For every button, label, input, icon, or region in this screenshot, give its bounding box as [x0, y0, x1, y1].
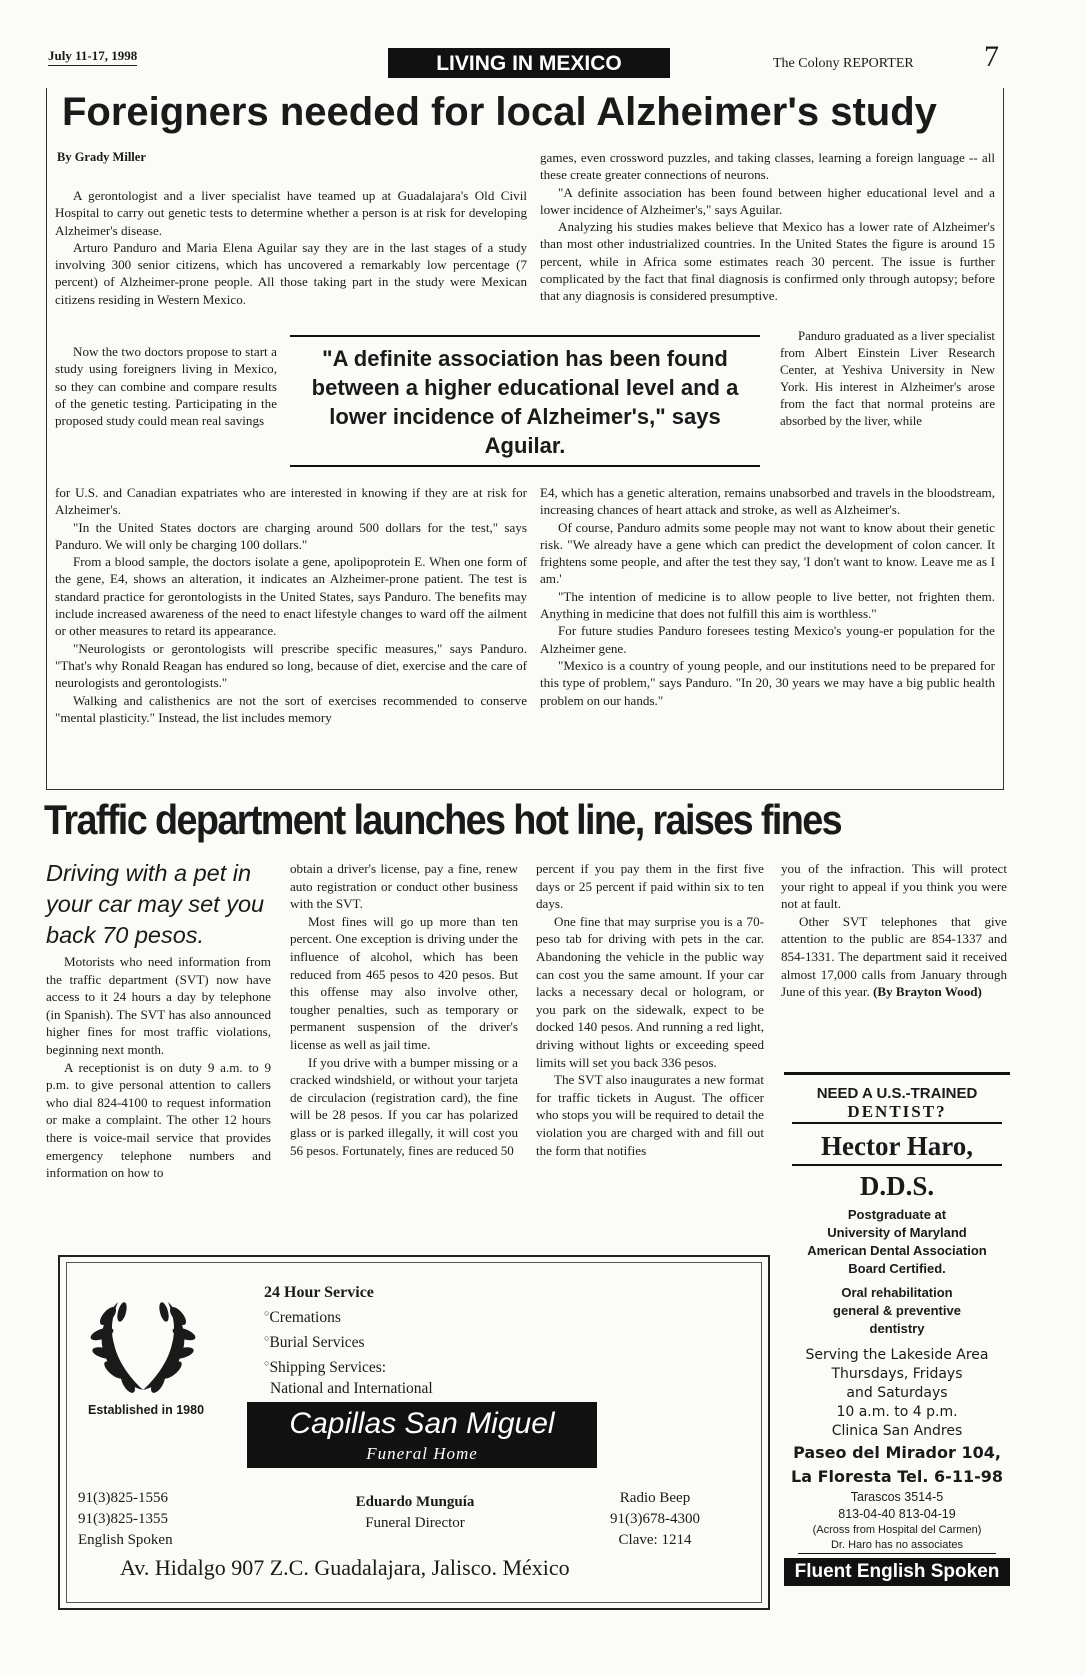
dentist-ad-need: NEED A U.S.-TRAINED	[816, 1085, 978, 1102]
dentist-ad-clinic: Clinica San Andres	[831, 1423, 963, 1439]
dentist-ad-fluent: Fluent English Spoken	[784, 1558, 1010, 1586]
funeral-ad-banner	[247, 1402, 597, 1468]
article-traffic-col-2	[290, 860, 518, 1159]
paragraph: percent if you pay them in the first five days or 25 percent if paid within six to ten days.	[536, 861, 764, 912]
funeral-ad-english: English Spoken	[78, 1532, 173, 1548]
dentist-ad-days-2: and Saturdays	[846, 1385, 948, 1401]
paragraph: "In the United States doctors are charging around 500 dollars for the test," says Panduro. We will only be charging 100 dollars."	[55, 519, 527, 552]
article-alzheimers-right-mid	[780, 328, 995, 430]
dentist-ad-phones: 813-04-40 813-04-19	[838, 1507, 956, 1521]
funeral-ad-director-name: Eduardo Munguía	[355, 1494, 475, 1510]
dentist-ad-postgrad: Postgraduate at	[847, 1207, 947, 1222]
funeral-ad-service-label: Shipping Services:	[269, 1359, 387, 1377]
paragraph: Motorists who need information from the traffic department (SVT) now have access to it 24 hours a day by telephone (in Spanish). The SVT has also announced higher fines for most traffic violations, beginning next month.	[46, 954, 271, 1057]
dentist-ad-question: DENTIST?	[792, 1102, 1002, 1124]
article-traffic-col-1	[46, 953, 271, 1182]
article-alzheimers-right-top	[540, 149, 995, 305]
funeral-ad-service-head: 24 Hour Service	[264, 1284, 374, 1301]
paragraph: "A definite association has been found between higher educational level and a lower incidence of Alzheimer's," says Aguilar.	[540, 184, 995, 217]
paragraph: One fine that may surprise you is a 70-peso tab for driving with pets in the car. Abandoning the vehicle in the public way can cost you the same amount. If your car lacks a necessary decal or hologram, or you park on the sidewalk, expect to be docked 140 pesos. And running a red light, driving without lights or exceeding speed limits will set you back 336 pesos.	[536, 913, 764, 1070]
dentist-ad-address-2: La Floresta Tel. 6-11-98	[791, 1467, 1003, 1486]
paragraph: Now the two doctors propose to start a study using foreigners living in Mexico, so they can combine and compare results of the genetic testing. Participating in the proposed study could mean real savings	[55, 344, 277, 429]
issue-date: July 11-17, 1998	[48, 48, 137, 66]
paragraph: Of course, Panduro admits some people may not want to know about their genetic risk. "We already have a gene which can predict the development of colon cancer. It frightens some people, and after the test they say, 'I don't want to know. Leave me as I am.'	[540, 519, 995, 587]
funeral-ad-director	[335, 1492, 495, 1534]
funeral-ad-phone: 91(3)825-1556	[78, 1490, 168, 1506]
bullet-icon: ○	[264, 1358, 270, 1369]
dentist-ad-street: Tarascos 3514-5	[850, 1490, 944, 1504]
funeral-ad-radio-label: Radio Beep	[619, 1490, 691, 1506]
funeral-ad-service-item	[264, 1353, 433, 1378]
dentist-ad-title: D.D.S.	[859, 1171, 935, 1201]
bullet-icon: ○	[264, 1308, 270, 1318]
article-traffic-col-3	[536, 860, 764, 1159]
paragraph: "Mexico is a country of young people, and our institutions need to be prepared for this type of problem," says Panduro. "In 20, 30 years we may have a big public health problem on our hands."	[540, 657, 995, 708]
dentist-ad	[784, 1072, 1010, 1609]
funeral-ad-director-title: Funeral Director	[365, 1515, 465, 1531]
paragraph: Most fines will go up more than ten percent. One exception is driving under the influence of alcohol, which has been reduced from 465 pesos to 420 pesos. But this offense may also involve other, tougher penalties, such as temporary or permanent suspension of the driver's license as well as jail time.	[290, 913, 518, 1052]
pullquote-rule-bottom	[290, 465, 760, 467]
article-traffic-headline: Traffic department launches hot line, raises fines	[44, 796, 842, 843]
dentist-ad-services-1: Oral rehabilitation	[841, 1285, 953, 1300]
paragraph: Walking and calisthenics are not the sort of exercises recommended to conserve "mental plasticity." Instead, the list includes memory	[55, 692, 527, 725]
funeral-ad-service-item	[264, 1328, 433, 1353]
dentist-ad-no-assoc: Dr. Haro has no associates	[798, 1538, 996, 1554]
paragraph: games, even crossword puzzles, and taking classes, learning a foreign language -- all these create greater connections of neurons.	[540, 150, 995, 183]
dentist-ad-hours: 10 a.m. to 4 p.m.	[836, 1404, 958, 1420]
article-alzheimers-left-top	[55, 187, 527, 308]
funeral-ad-subtitle: Funeral Home	[366, 1444, 478, 1463]
section-banner: LIVING IN MEXICO	[388, 48, 670, 78]
article-alzheimers-left-bottom	[55, 484, 527, 726]
funeral-ad-services	[264, 1282, 433, 1399]
funeral-ad-phone: 91(3)825-1355	[78, 1511, 168, 1527]
funeral-ad-shipping-detail: National and International	[270, 1380, 433, 1398]
dentist-ad-certified: Board Certified.	[848, 1261, 946, 1276]
page-number: 7	[984, 40, 999, 73]
bullet-icon: ○	[264, 1333, 270, 1344]
pullquote-rule-top	[290, 335, 760, 337]
article-traffic-col-4	[781, 860, 1007, 1001]
funeral-ad-radio-phone: 91(3)678-4300	[610, 1511, 700, 1527]
article-traffic-credit: (By Brayton Wood)	[873, 984, 982, 1000]
paper-name: The Colony REPORTER	[773, 56, 914, 71]
paragraph: If you drive with a bumper missing or a cracked windshield, or without your tarjeta de circulacion (registration card), the fine will be 28 pesos. If you car has polarized glass or is parked illegally, it will cost you 56 pesos. Fortunately, fines are reduced 50	[290, 1054, 518, 1158]
paragraph: Arturo Panduro and Maria Elena Aguilar say they are in the last stages of a study involving 300 senior citizens, which has uncovered a remarkably low percentage (7 percent) of Alzheimer-prone people. All those taking part in the study were Mexican citizens residing in Western Mexico.	[55, 239, 527, 307]
paragraph-text: Other SVT telephones that give attention to the public are 854-1337 and 854-1331. The department said it received almost 17,000 calls from January through June of this year.	[781, 913, 1007, 1000]
paragraph: for U.S. and Canadian expatriates who are interested in knowing if they are at risk for Alzheimer's.	[55, 485, 527, 518]
paragraph: Panduro graduated as a liver specialist from Albert Einstein Liver Research Center, at Yeshiva University in New York. His interest in Alzheimer's arose from the fact that normal proteins are absorbed by the liver, while	[780, 329, 995, 428]
paragraph: "Neurologists or gerontologists will prescribe specific measures," says Panduro. "That's why Ronald Reagan has endured so long, because of diet, exercise and the care of neurologists and gerontologists."	[55, 640, 527, 691]
dentist-ad-services-2: general & preventive	[833, 1303, 961, 1318]
funeral-ad-radio-clave: Clave: 1214	[618, 1532, 692, 1548]
pullquote: "A definite association has been found between a higher educational level and a lower incidence of Alzheimer's," says Aguilar.	[311, 346, 739, 458]
funeral-ad-phones	[78, 1488, 173, 1551]
funeral-ad-name: Capillas San Miguel	[289, 1407, 555, 1440]
paragraph: obtain a driver's license, pay a fine, renew auto registration or conduct other business with the SVT.	[290, 861, 518, 912]
dentist-ad-address-1: Paseo del Mirador 104,	[793, 1443, 1001, 1462]
dentist-ad-association: American Dental Association	[807, 1243, 987, 1258]
funeral-ad-radio	[590, 1488, 720, 1551]
funeral-ad-service-item	[264, 1303, 433, 1328]
paragraph: From a blood sample, the doctors isolate a gene, apolipoprotein E. When one form of the gene, E4, shows an alteration, it indicates an Alzheimer-prone patient. The test is standard practice for gerontologists in the United States, says Panduro. The benefits may include increased awareness of the need to enact lifestyle changes to ward off the ailment or other measures to retard its appearance.	[55, 554, 527, 639]
laurel-wreath-icon	[88, 1290, 198, 1405]
paragraph: you of the infraction. This will protect your right to appeal if you think you were not at fault.	[781, 861, 1007, 912]
dentist-ad-university: University of Maryland	[827, 1225, 967, 1240]
dentist-ad-days-1: Thursdays, Fridays	[831, 1366, 963, 1382]
paragraph: The SVT also inaugurates a new format for traffic tickets in August. The officer who stops you will be required to detail the violation you are charged with and fill out the form that notifies	[536, 1072, 764, 1158]
dentist-ad-services-3: dentistry	[869, 1321, 925, 1336]
paragraph: Analyzing his studies makes believe that Mexico has a lower rate of Alzheimer's than most other industrialized countries. In the United States the figure is around 15 percent, while in Africa some estimates reach 30 percent. The issue is further complicated by the fact that final diagnosis is confirmed only through autopsy; before that any diagnosis is considered presumptive.	[540, 219, 995, 304]
funeral-ad-address: Av. Hidalgo 907 Z.C. Guadalajara, Jalisco. México	[120, 1555, 570, 1580]
paragraph	[781, 913, 1007, 1001]
dentist-ad-serving: Serving the Lakeside Area	[805, 1347, 989, 1363]
article-traffic-subhead: Driving with a pet in your car may set you back 70 pesos.	[46, 860, 265, 948]
article-alzheimers-byline: By Grady Miller	[57, 150, 146, 164]
paragraph: E4, which has a genetic alteration, remains unabsorbed and travels in the bloodstream, increasing chances of heart attack and stroke, as well as Alzheimer's.	[540, 485, 995, 518]
article-alzheimers-right-bottom	[540, 484, 995, 709]
dentist-ad-name: Hector Haro,	[792, 1128, 1002, 1166]
funeral-ad-service-label: Burial Services	[269, 1334, 365, 1352]
paragraph: "The intention of medicine is to allow people to live better, not frighten them. Anything in medicine that does not fulfill this aim is worthless."	[540, 588, 995, 622]
funeral-ad-service-label: Cremations	[269, 1309, 341, 1327]
paragraph: A receptionist is on duty 9 a.m. to 9 p.m. to give personal attention to callers who dial 824-4100 to request information or make a complaint. The other 12 hours there is voice-mail service that provides emergency telephone numbers and information on how to	[46, 1059, 271, 1181]
article-alzheimers-left-mid	[55, 343, 277, 429]
paragraph: A gerontologist and a liver specialist have teamed up at Guadalajara's Old Civil Hospital to carry out genetic tests to determine whether a person is at risk for developing Alzheimer's disease.	[55, 188, 527, 238]
dentist-ad-across: (Across from Hospital del Carmen)	[812, 1524, 982, 1536]
funeral-ad-established: Established in 1980	[88, 1403, 205, 1417]
article-alzheimers-headline: Foreigners needed for local Alzheimer's study	[62, 90, 937, 134]
paragraph: For future studies Panduro foresees testing Mexico's young-er population for the Alzheimer gene.	[540, 623, 995, 656]
